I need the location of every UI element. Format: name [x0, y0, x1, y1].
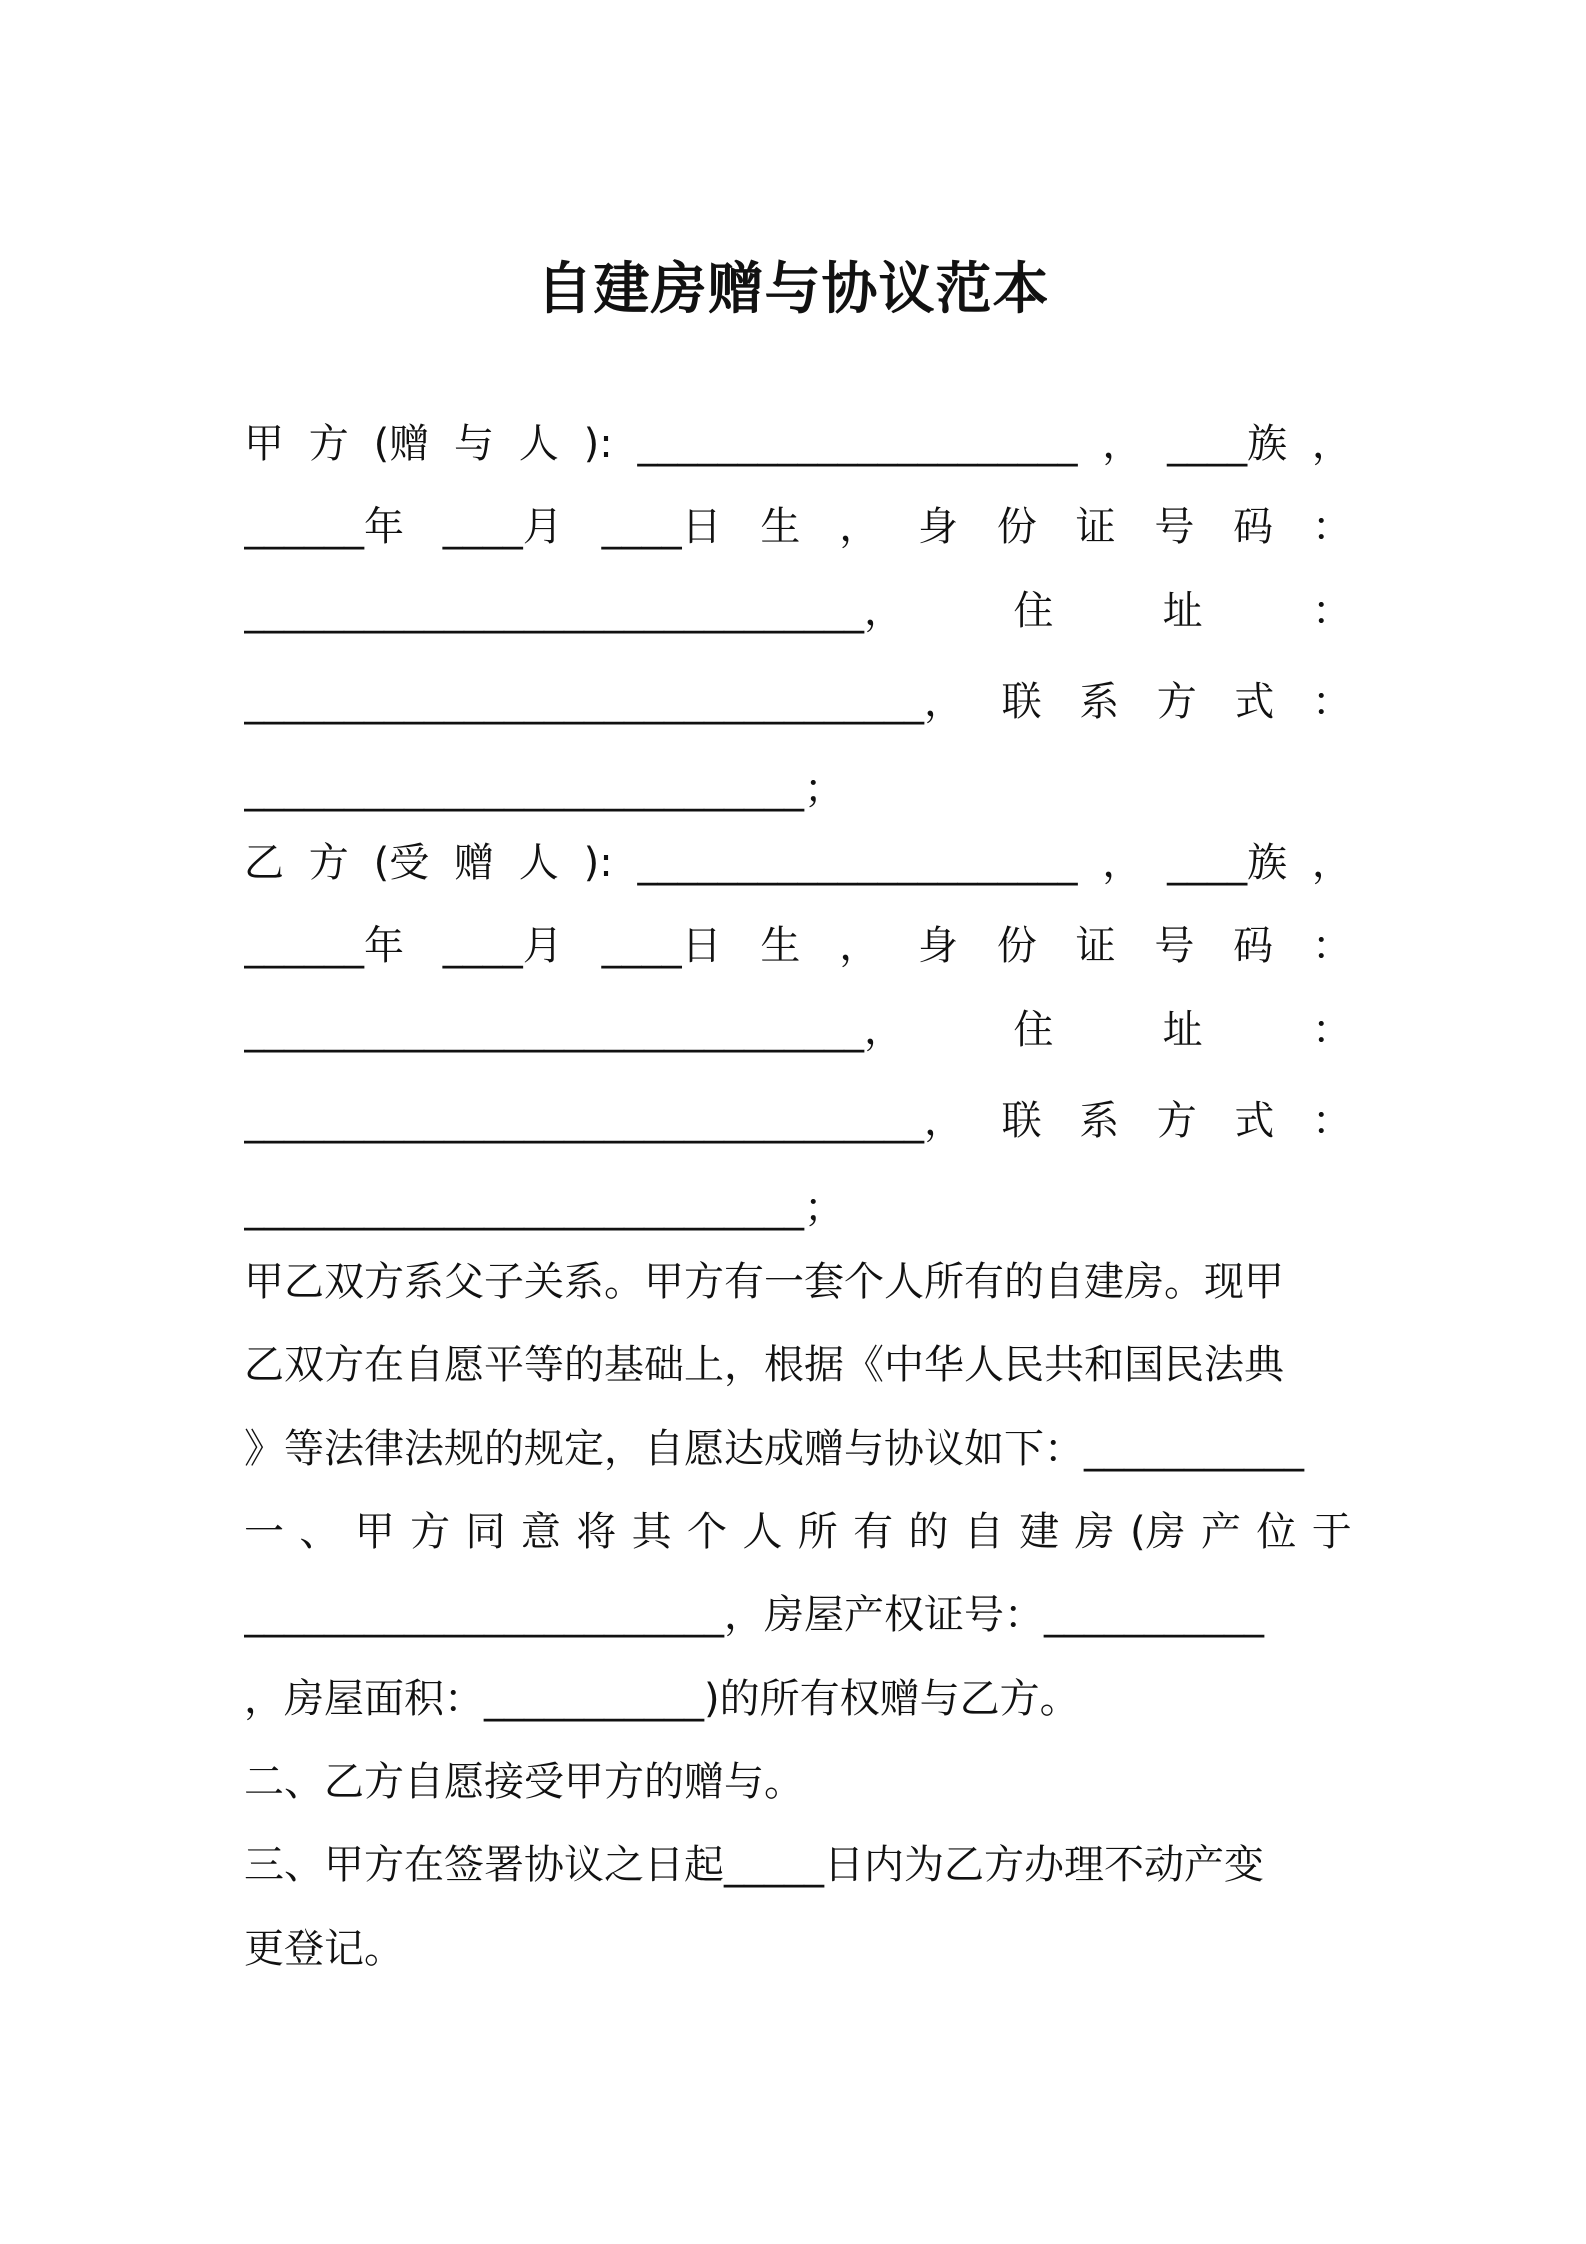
donor-address-blank[interactable]: __________________________________， [244, 679, 964, 725]
donor-contact-blank[interactable]: ____________________________； [244, 766, 844, 812]
party-a-line-1: 甲 方 (赠 与 人 ): ______________________ ， ____族 ， [244, 415, 1352, 473]
party-b-line-2: ______年 ____月 ____日 生 ， 身 份 证 号 码 ： [244, 917, 1352, 975]
clause-1-line-3[interactable]: ，房屋面积：___________)的所有权赠与乙方。 [244, 1676, 1080, 1722]
donee-birth-day-blank[interactable]: ____日 [601, 923, 722, 969]
clause-3-line-2: 更登记。 [244, 1926, 404, 1972]
party-a-line-3: _______________________________， 住 址 ： [244, 582, 1352, 640]
donee-birth-year-blank[interactable]: ______年 [244, 923, 404, 969]
donor-birth-day-blank[interactable]: ____日 [601, 504, 722, 550]
party-b-line-3: _______________________________， 住 址 ： [244, 1001, 1352, 1059]
document-title: 自建房赠与协议范本 [536, 257, 1050, 322]
party-b-line-4: __________________________________， 联 系 方 式 ： [244, 1092, 1352, 1150]
party-a-line-2: ______年 ____月 ____日 生 ， 身 份 证 号 码 ： [244, 498, 1352, 556]
donee-ethnicity-blank[interactable]: ____族 [1167, 840, 1288, 886]
party-b-line-1: 乙 方 (受 赠 人 ): ______________________ ， ____族 ， [244, 834, 1352, 892]
clause-1-line-1: 一 、 甲 方 同 意 将 其 个 人 所 有 的 自 建 房 (房 产 位 于 [244, 1509, 1352, 1555]
donor-ethnicity-blank[interactable]: ____族 [1167, 421, 1288, 467]
preamble-line-1: 甲乙双方系父子关系。甲方有一套个人所有的自建房。现甲 [244, 1259, 1284, 1305]
donor-birth-month-blank[interactable]: ____月 [442, 504, 563, 550]
donee-name-blank[interactable]: ______________________ [637, 840, 1078, 886]
party-a-line-4: __________________________________， 联 系 方 式 ： [244, 673, 1352, 731]
preamble-line-3: 》等法律法规的规定，自愿达成赠与协议如下：___________ [244, 1426, 1304, 1472]
donee-address-blank[interactable]: __________________________________， [244, 1098, 964, 1144]
clause-1-line-2[interactable]: ________________________，房屋产权证号：___________ [244, 1592, 1264, 1638]
donee-contact-blank[interactable]: ____________________________； [244, 1185, 844, 1231]
donor-name-blank[interactable]: ______________________ [637, 421, 1078, 467]
preamble-line-2: 乙双方在自愿平等的基础上，根据《中华人民共和国民法典 [244, 1342, 1284, 1388]
donee-id-number-blank[interactable]: _______________________________， [244, 1007, 904, 1053]
clause-3-line-1[interactable]: 三、甲方在签署协议之日起_____日内为乙方办理不动产变 [244, 1842, 1264, 1888]
donor-id-number-blank[interactable]: _______________________________， [244, 588, 904, 634]
clause-2: 二、乙方自愿接受甲方的赠与。 [244, 1759, 804, 1805]
donor-birth-year-blank[interactable]: ______年 [244, 504, 404, 550]
donee-birth-month-blank[interactable]: ____月 [442, 923, 563, 969]
